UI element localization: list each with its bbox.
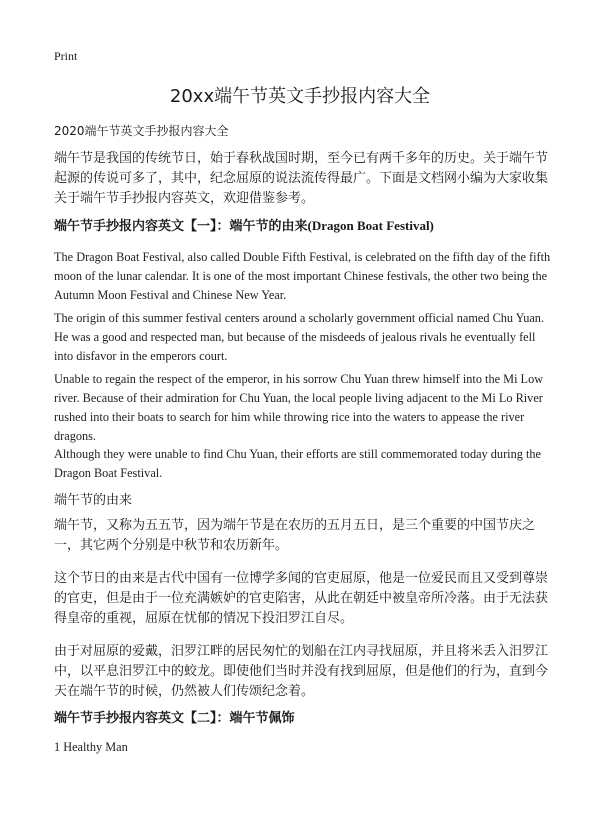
chinese-paragraph-3: 由于对屈原的爱戴，汨罗江畔的居民匆忙的划船在江内寻找屈原，并且将米丢入汨罗江中，以平息汨罗江中的蛟龙。即使他们当时并没有找到屈原，但是他们的行为，直到今天在端午节的时候，仍然被人们传颂纪念着。 — [54, 644, 549, 699]
section-heading-1 — [54, 215, 434, 234]
document-title: 20xx端午节英文手抄报内容大全 — [169, 86, 431, 107]
print-label: Print — [54, 49, 78, 63]
english-paragraph-2: The origin of this summer festival centers around a scholarly government official named Chu Yuan. He was a good and respected man, but because of the misdeeds of jealous rivals he eventually fell into disfavor in the emperors court. — [54, 311, 545, 363]
english-paragraph-4: Although they were unable to find Chu Yuan, their efforts are still commemorated today during the Dragon Boat Festival. — [54, 447, 541, 480]
section-heading-1-cn: 端午节手抄报内容英文【一】：端午节的由来 — [54, 219, 308, 234]
english-paragraph-1: The Dragon Boat Festival, also called Double Fifth Festival, is celebrated on the fifth day of the fifth moon of the lunar calendar. It is one of the most important Chinese festivals, the other two being the Autumn Moon Festival and Chinese New Year. — [54, 250, 551, 302]
section-heading-1-en: (Dragon Boat Festival) — [307, 218, 434, 233]
document-subtitle: 2020端午节英文手抄报内容大全 — [54, 124, 229, 138]
chinese-paragraph-1: 端午节，又称为五五节，因为端午节是在农历的五月五日，是三个重要的中国节庆之一，其它两个分别是中秋节和农历新年。 — [54, 518, 536, 553]
chinese-paragraph-2: 这个节日的由来是古代中国有一位博学多闻的官吏屈原，他是一位爱民而且又受到尊崇的官吏，但是由于一位充满嫉妒的官吏陷害，从此在朝廷中被皇帝所冷落。由于无法获得皇帝的重视，屈原在忧郁的情况下投汨罗江自尽。 — [54, 571, 549, 626]
intro-paragraph: 端午节是我国的传统节日，始于春秋战国时期，至今已有两千多年的历史。关于端午节起源的传说可多了，其中，纪念屈原的说法流传得最广。下面是文档网小编为大家收集关于端午节手抄报内容英文，欢迎借鉴参考。 — [54, 151, 549, 206]
list-item: 1 Healthy Man — [54, 740, 128, 754]
section-heading-2: 端午节手抄报内容英文【二】：端午节佩饰 — [54, 711, 295, 726]
origin-heading: 端午节的由来 — [54, 493, 133, 508]
english-paragraph-3: Unable to regain the respect of the emperor, in his sorrow Chu Yuan threw himself into the Mi Low river. Because of their admiration for Chu Yuan, the local people living adjacent to the Mi Lo River rushed into their boats to search for him while throwing rice into the waters to appease the river dragons. — [54, 372, 544, 443]
